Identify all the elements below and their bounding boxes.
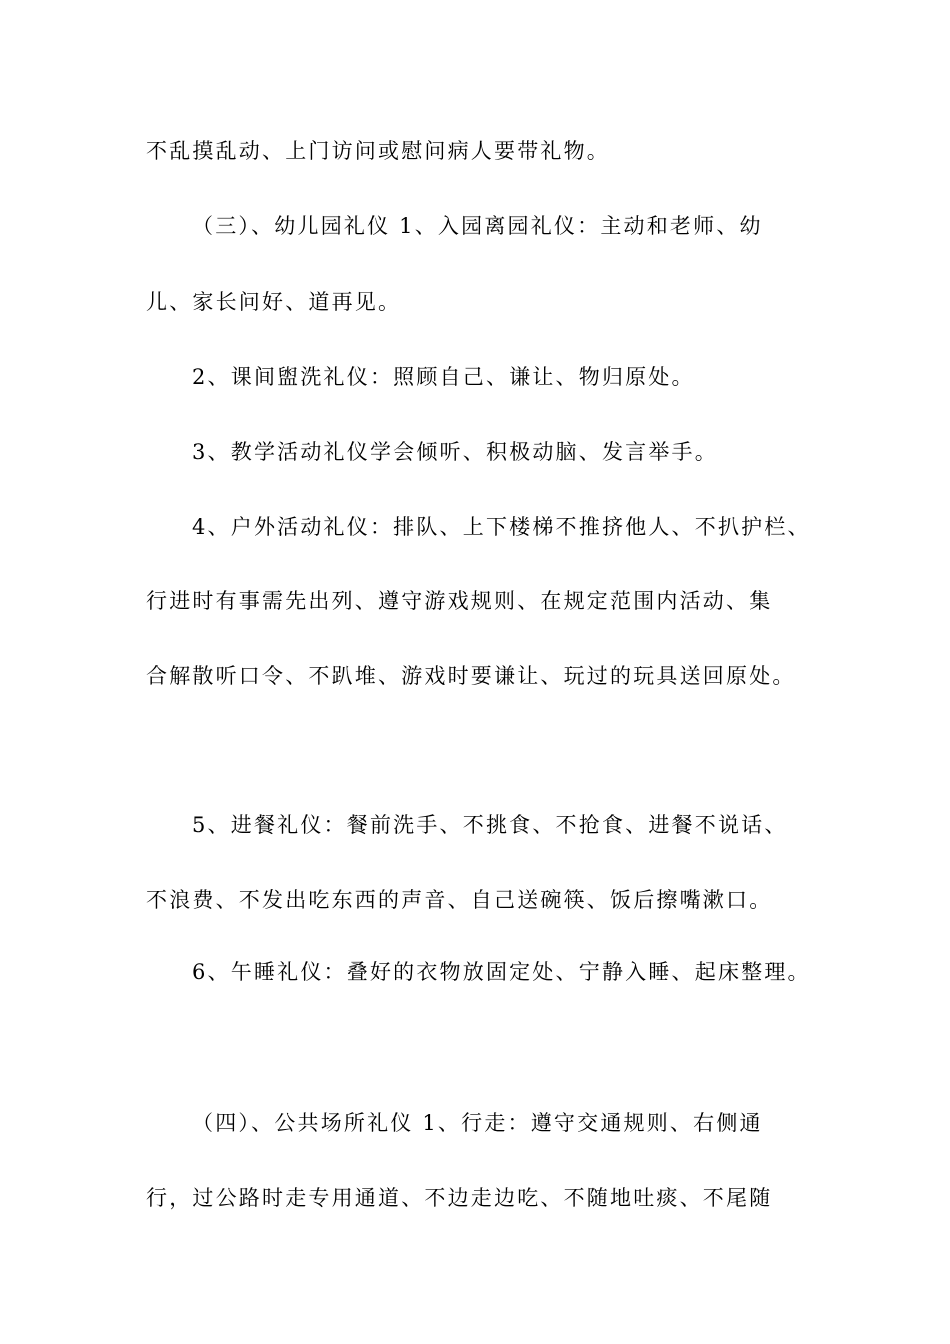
text-line-10: 不浪费、不发出吃东西的声音、自己送碗筷、饭后擦嘴漱口。 <box>146 888 773 912</box>
text-line-11: 6、午睡礼仪：叠好的衣物放固定处、宁静入睡、起床整理。 <box>192 960 811 984</box>
text-line-8: 合解散听口令、不趴堆、游戏时要谦让、玩过的玩具送回原处。 <box>146 664 796 688</box>
text-line-12: （四）、公共场所礼仪 1、行走：遵守交通规则、右侧通 <box>192 1111 763 1135</box>
text-line-7: 行进时有事需先出列、遵守游戏规则、在规定范围内活动、集 <box>146 589 773 613</box>
text-line-4: 2、课间盥洗礼仪：照顾自己、谦让、物归原处。 <box>192 365 695 389</box>
text-line-6: 4、户外活动礼仪：排队、上下楼梯不推挤他人、不扒护栏、 <box>192 515 811 539</box>
text-line-1: 不乱摸乱动、上门访问或慰问病人要带礼物。 <box>146 139 610 163</box>
text-line-5: 3、教学活动礼仪学会倾听、积极动脑、发言举手。 <box>192 440 718 464</box>
text-line-3: 儿、家长问好、道再见。 <box>146 290 402 314</box>
text-line-2: （三）、幼儿园礼仪 1、入园离园礼仪：主动和老师、幼 <box>192 214 763 238</box>
text-line-9: 5、进餐礼仪：餐前洗手、不挑食、不抢食、进餐不说话、 <box>192 813 788 837</box>
text-line-13: 行，过公路时走专用通道、不边走边吃、不随地吐痰、不尾随 <box>146 1186 773 1210</box>
